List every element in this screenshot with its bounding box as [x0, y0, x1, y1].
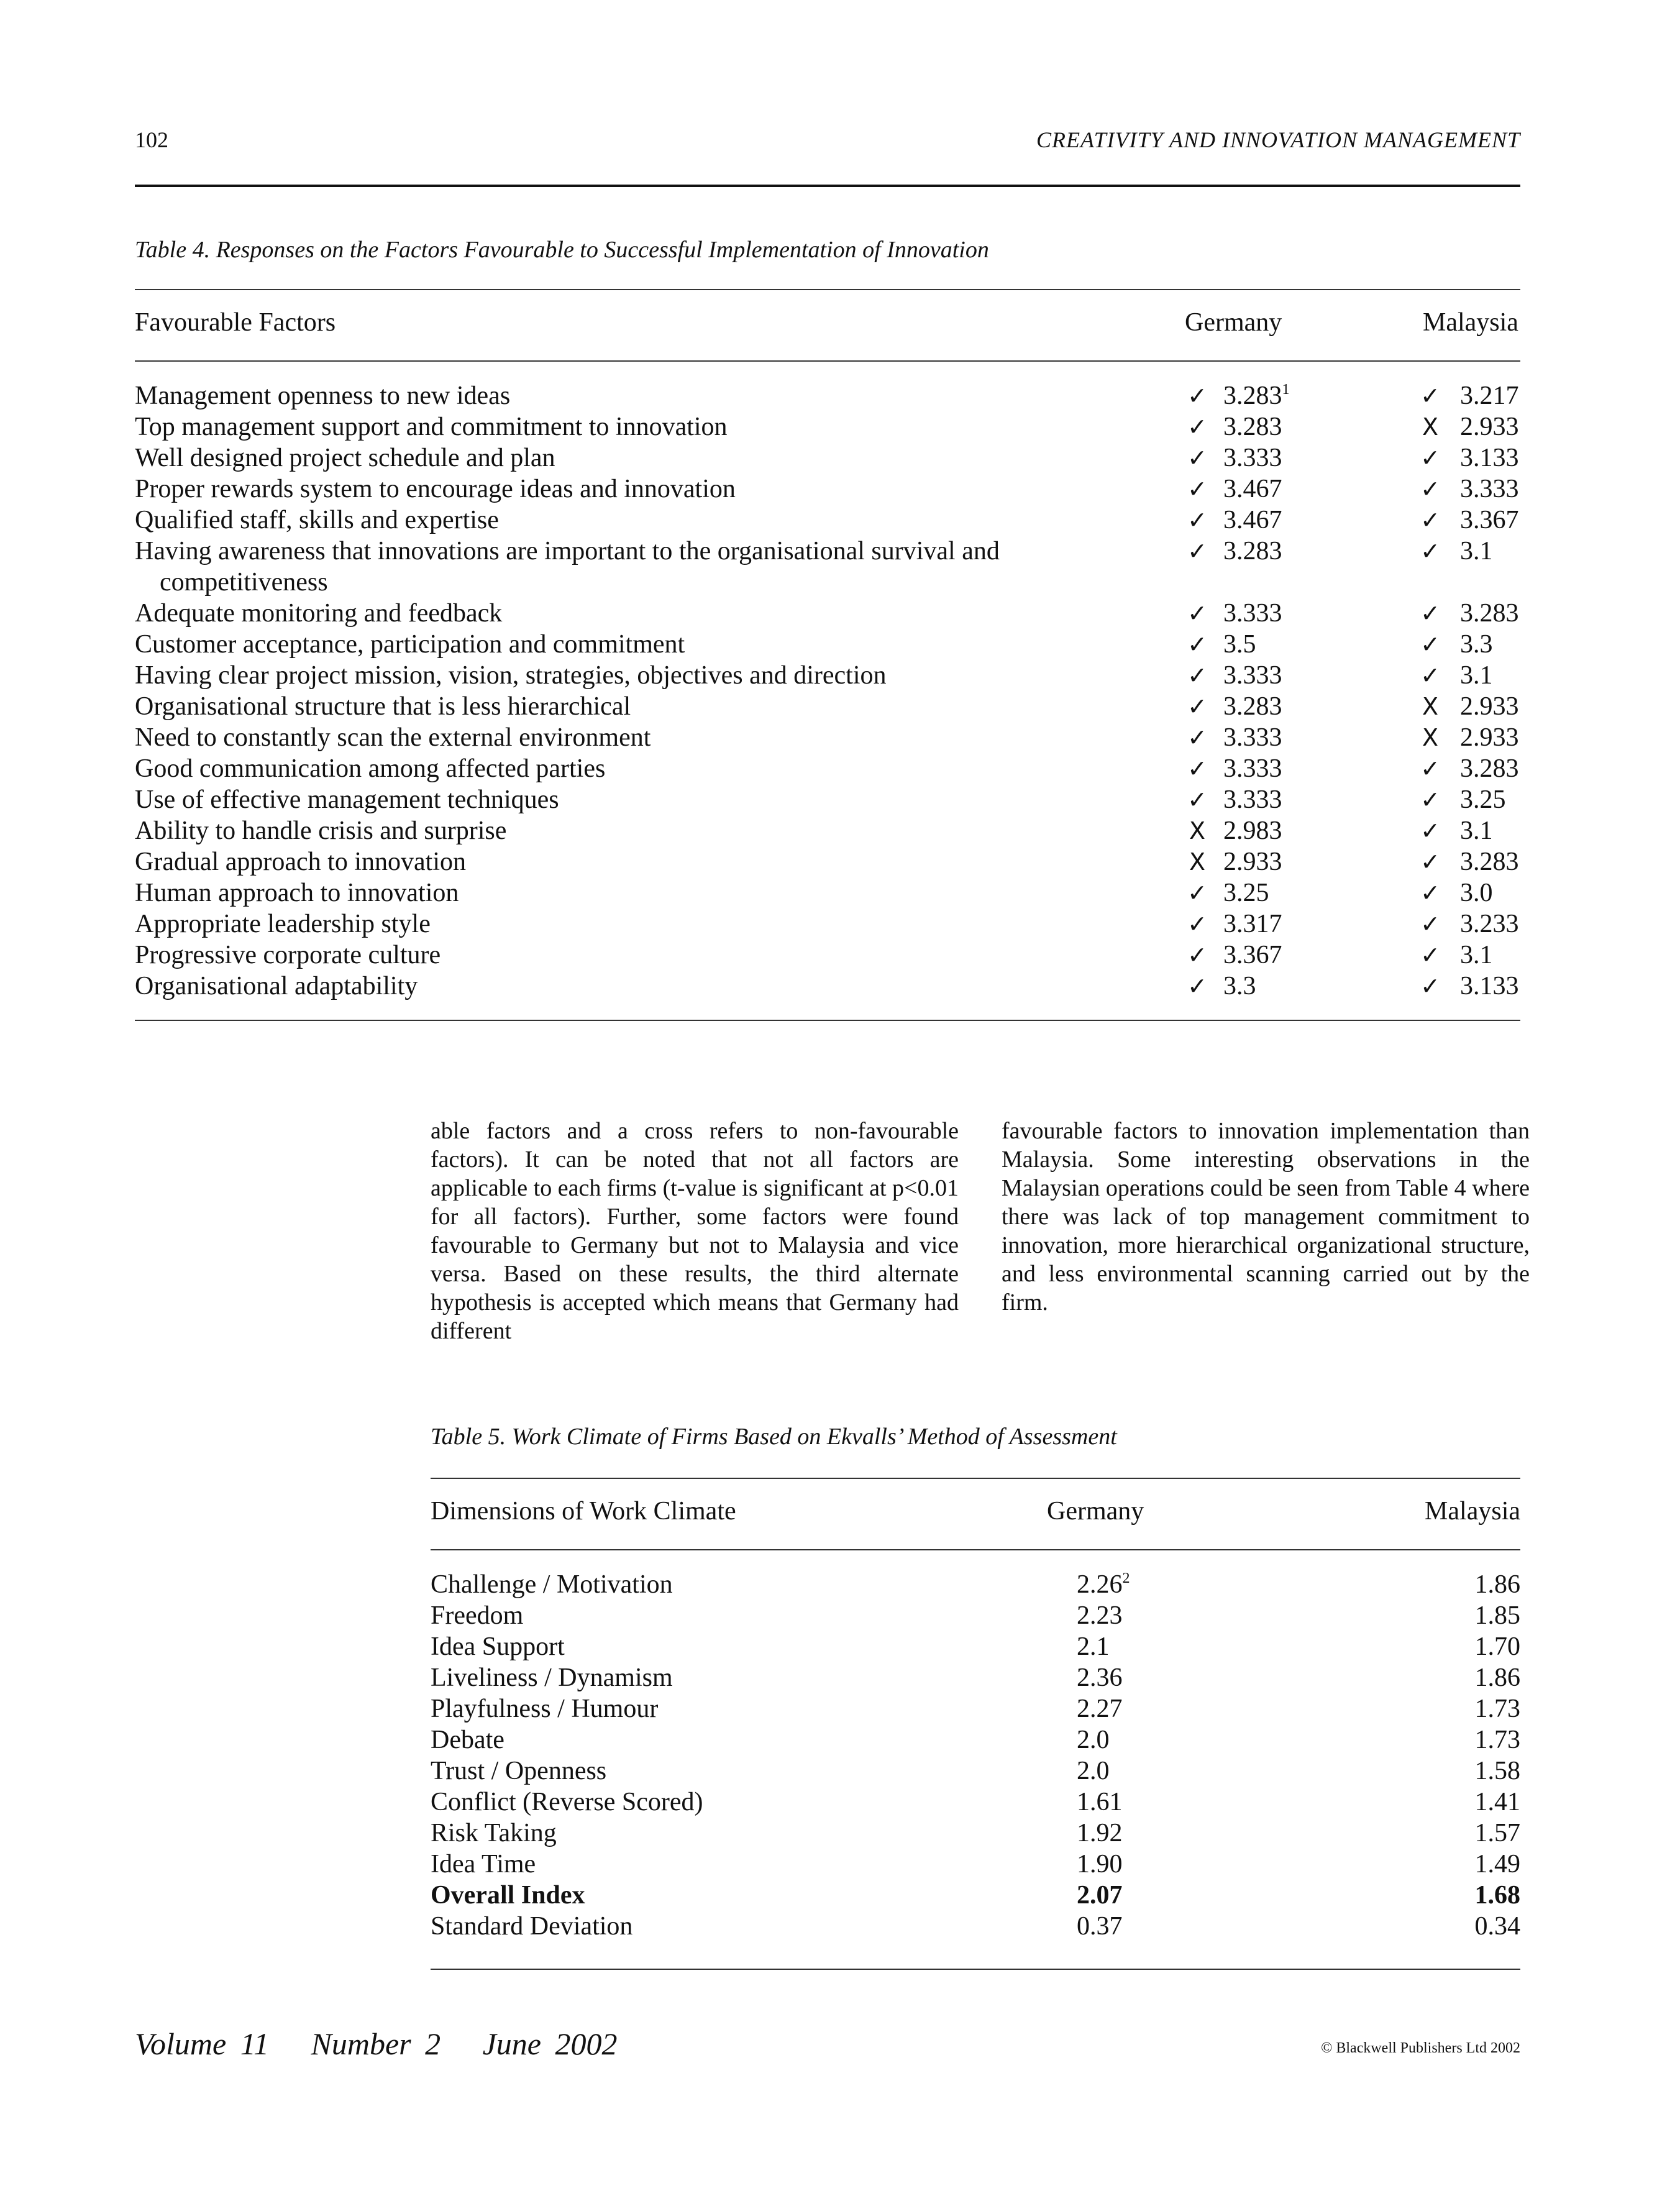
germany-value — [1223, 505, 1282, 536]
malaysia-value: 3.133 — [1460, 972, 1519, 1000]
table-row — [135, 877, 1520, 908]
malaysia-value: 3.233 — [1460, 910, 1519, 938]
germany-value-text: 1.92 — [1077, 1819, 1123, 1847]
germany-value — [1223, 971, 1256, 1002]
factor-cell: Gradual approach to innovation — [135, 848, 466, 876]
germany-value-text: 2.1 — [1077, 1632, 1110, 1661]
germany-value-text: 3.283 — [1223, 537, 1282, 565]
germany-mark: ✓ — [1187, 506, 1207, 534]
malaysia-value: 3.283 — [1460, 754, 1519, 783]
germany-value — [1223, 629, 1256, 660]
germany-value-text: 3.367 — [1223, 941, 1282, 969]
dimension-cell: Idea Support — [431, 1632, 565, 1661]
germany-value-text: 2.933 — [1223, 848, 1282, 876]
table-row — [135, 536, 1520, 598]
malaysia-mark: X — [1422, 724, 1439, 751]
germany-value-text: 3.3 — [1223, 972, 1256, 1000]
malaysia-value: 3.333 — [1460, 475, 1519, 503]
dimension-cell: Trust / Openness — [431, 1757, 607, 1785]
factor-cell: Having awareness that innovations are important to the organisational survival and competitiveness — [135, 537, 1000, 597]
factor-cell: Qualified staff, skills and expertise — [135, 506, 499, 534]
factor-cell: Organisational adaptability — [135, 972, 418, 1000]
table-row — [431, 1600, 1520, 1631]
malaysia-mark: ✓ — [1420, 879, 1440, 907]
germany-mark: ✓ — [1187, 631, 1207, 658]
germany-value — [1077, 1662, 1123, 1693]
malaysia-mark: ✓ — [1420, 662, 1440, 689]
factor-cell: Organisational structure that is less hierarchical — [135, 692, 631, 721]
footer-copyright: © Blackwell Publishers Ltd 2002 — [1321, 2040, 1520, 2056]
germany-mark: ✓ — [1187, 538, 1207, 565]
body-column-right: favourable factors to innovation implementation than Malaysia. Some interesting observations in the Malaysian operations could be seen from Table 4 where there was lack of top management commitment to innovation, more hierarchical organizational structure, and less environmental scanning carried out by the firm. — [1002, 1118, 1530, 1316]
table5-header-rule — [431, 1549, 1520, 1550]
germany-value — [1223, 598, 1282, 629]
table-row — [431, 1755, 1520, 1787]
table-row — [135, 691, 1520, 722]
germany-mark: X — [1189, 848, 1206, 876]
malaysia-value: 3.133 — [1460, 444, 1519, 472]
table-row — [135, 784, 1520, 815]
factor-cell: Progressive corporate culture — [135, 941, 441, 969]
malaysia-value: 3.25 — [1460, 785, 1506, 814]
table4-bottom-rule — [135, 1020, 1520, 1021]
germany-value — [1077, 1569, 1130, 1600]
malaysia-mark: X — [1422, 413, 1439, 441]
germany-value — [1077, 1911, 1123, 1942]
table-row — [135, 411, 1520, 442]
germany-value — [1223, 753, 1282, 784]
germany-value-text: 3.333 — [1223, 444, 1282, 472]
body-column-left: able factors and a cross refers to non-favourable factors). It can be noted that not all factors are applicable to each firms (t-value is significant at p<0.01 for all factors). Further, some factors were found favourable to Germany but not to Malaysia and vice versa. Based on these results, the third alternate hypothesis is accepted which means that Germany had different — [431, 1118, 959, 1344]
table-row — [431, 1569, 1520, 1600]
germany-value — [1223, 877, 1269, 908]
germany-value-text: 3.317 — [1223, 910, 1282, 938]
germany-mark: ✓ — [1187, 662, 1207, 689]
dimension-cell: Playfulness / Humour — [431, 1695, 659, 1723]
germany-mark: ✓ — [1187, 910, 1207, 938]
malaysia-value: 2.933 — [1460, 723, 1519, 752]
germany-value-text: 2.0 — [1077, 1757, 1110, 1785]
table-row — [135, 753, 1520, 784]
germany-value — [1223, 411, 1282, 442]
table-row — [431, 1880, 1520, 1911]
malaysia-value: 1.73 — [1474, 1695, 1520, 1723]
factor-cell: Well designed project schedule and plan — [135, 444, 555, 472]
germany-value — [1223, 380, 1290, 411]
germany-value — [1223, 815, 1282, 846]
germany-value-text: 3.5 — [1223, 630, 1256, 659]
footnote-marker: 1 — [1282, 382, 1290, 398]
dimension-cell: Challenge / Motivation — [431, 1570, 673, 1599]
germany-mark: ✓ — [1187, 972, 1207, 1000]
malaysia-mark: ✓ — [1420, 600, 1440, 627]
dimension-cell: Debate — [431, 1726, 504, 1754]
germany-value-text: 2.983 — [1223, 817, 1282, 845]
germany-mark: ✓ — [1187, 444, 1207, 472]
germany-value — [1077, 1755, 1110, 1787]
malaysia-mark: ✓ — [1420, 910, 1440, 938]
malaysia-value: 3.1 — [1460, 537, 1493, 565]
germany-value — [1077, 1787, 1123, 1818]
malaysia-value: 3.1 — [1460, 941, 1493, 969]
malaysia-value: 1.70 — [1474, 1632, 1520, 1661]
germany-value — [1077, 1631, 1110, 1662]
factor-cell: Customer acceptance, participation and commitment — [135, 630, 685, 659]
table-row — [135, 598, 1520, 629]
header-rule — [135, 185, 1520, 187]
footnote-marker: 2 — [1122, 1570, 1130, 1586]
table5-caption: Table 5. Work Climate of Firms Based on Ekvalls’ Method of Assessment — [431, 1424, 1117, 1450]
table-row — [135, 660, 1520, 691]
malaysia-value: 1.85 — [1474, 1601, 1520, 1630]
table-row — [135, 722, 1520, 753]
germany-value — [1077, 1849, 1123, 1880]
germany-value-text: 3.283 — [1223, 413, 1282, 441]
germany-mark: ✓ — [1187, 413, 1207, 441]
germany-value — [1223, 908, 1282, 940]
malaysia-value: 3.367 — [1460, 506, 1519, 534]
germany-value-text: 3.283 — [1223, 382, 1282, 410]
malaysia-value: 3.217 — [1460, 382, 1519, 410]
malaysia-mark: ✓ — [1420, 786, 1440, 813]
germany-mark: X — [1189, 817, 1206, 844]
table-row — [431, 1787, 1520, 1818]
germany-value — [1223, 846, 1282, 877]
table5-top-rule — [431, 1478, 1520, 1479]
germany-value-text: 3.467 — [1223, 506, 1282, 534]
germany-value — [1223, 442, 1282, 474]
factor-cell: Having clear project mission, vision, strategies, objectives and direction — [135, 661, 887, 690]
table5-bottom-rule — [431, 1969, 1520, 1970]
table4-header-malaysia: Malaysia — [1423, 308, 1518, 337]
malaysia-mark: ✓ — [1420, 538, 1440, 565]
factor-cell: Management openness to new ideas — [135, 382, 511, 410]
malaysia-mark: ✓ — [1420, 475, 1440, 503]
germany-value-text: 1.61 — [1077, 1788, 1123, 1816]
germany-value-text: 2.0 — [1077, 1726, 1110, 1754]
germany-mark: ✓ — [1187, 941, 1207, 969]
malaysia-mark: ✓ — [1420, 506, 1440, 534]
factor-cell: Human approach to innovation — [135, 879, 459, 907]
factor-cell: Good communication among affected parties — [135, 754, 606, 783]
malaysia-value: 1.41 — [1474, 1788, 1520, 1816]
table-row — [135, 380, 1520, 411]
malaysia-value: 3.0 — [1460, 879, 1493, 907]
dimension-cell: Idea Time — [431, 1850, 536, 1878]
table4-top-rule — [135, 289, 1520, 290]
germany-value — [1223, 722, 1282, 753]
malaysia-value: 1.86 — [1474, 1663, 1520, 1692]
table-row — [135, 474, 1520, 505]
table5-header-malaysia: Malaysia — [1425, 1497, 1520, 1526]
germany-mark: ✓ — [1187, 693, 1207, 720]
germany-value-text: 3.333 — [1223, 723, 1282, 752]
germany-value — [1223, 940, 1282, 971]
malaysia-mark: ✓ — [1420, 755, 1440, 782]
germany-value-text: 3.333 — [1223, 599, 1282, 628]
table-row — [135, 815, 1520, 846]
germany-value-text: 3.283 — [1223, 692, 1282, 721]
malaysia-value: 2.933 — [1460, 413, 1519, 441]
dimension-cell: Liveliness / Dynamism — [431, 1663, 673, 1692]
table-row — [431, 1693, 1520, 1724]
table4-caption: Table 4. Responses on the Factors Favourable to Successful Implementation of Innovation — [135, 237, 989, 263]
table-row — [431, 1724, 1520, 1755]
table-row — [135, 505, 1520, 536]
malaysia-value: 1.57 — [1474, 1819, 1520, 1847]
factor-cell: Top management support and commitment to innovation — [135, 413, 728, 441]
germany-mark: ✓ — [1187, 879, 1207, 907]
malaysia-mark: ✓ — [1420, 631, 1440, 658]
germany-value-text: 2.36 — [1077, 1663, 1123, 1692]
page-number: 102 — [135, 127, 168, 152]
malaysia-mark: ✓ — [1420, 972, 1440, 1000]
malaysia-value: 3.1 — [1460, 661, 1493, 690]
germany-value-text: 3.467 — [1223, 475, 1282, 503]
germany-value-text: 3.333 — [1223, 661, 1282, 690]
table-row — [431, 1849, 1520, 1880]
malaysia-value: 1.49 — [1474, 1850, 1520, 1878]
table-row — [431, 1631, 1520, 1662]
germany-mark: ✓ — [1187, 755, 1207, 782]
malaysia-value: 1.58 — [1474, 1757, 1520, 1785]
factor-cell: Adequate monitoring and feedback — [135, 599, 503, 628]
factor-cell: Proper rewards system to encourage ideas and innovation — [135, 475, 736, 503]
dimension-cell: Overall Index — [431, 1881, 585, 1910]
germany-value — [1223, 784, 1282, 815]
table4-header-rule — [135, 360, 1520, 362]
germany-value — [1077, 1880, 1123, 1911]
germany-value — [1223, 536, 1282, 567]
malaysia-mark: X — [1422, 693, 1439, 720]
malaysia-value: 2.933 — [1460, 692, 1519, 721]
germany-value-text: 3.333 — [1223, 785, 1282, 814]
footer-issue: Volume 11 Number 2 June 2002 — [135, 2026, 618, 2061]
germany-value — [1077, 1818, 1123, 1849]
malaysia-value: 1.73 — [1474, 1726, 1520, 1754]
table4-header-factor: Favourable Factors — [135, 308, 336, 337]
table4-body — [135, 380, 1520, 1002]
table5-header-dimension: Dimensions of Work Climate — [431, 1497, 736, 1526]
table-row — [135, 940, 1520, 971]
factor-cell: Ability to handle crisis and surprise — [135, 817, 507, 845]
table-row — [431, 1662, 1520, 1693]
germany-value-text: 2.27 — [1077, 1695, 1123, 1723]
malaysia-value: 3.283 — [1460, 848, 1519, 876]
malaysia-mark: ✓ — [1420, 848, 1440, 876]
table5-body — [431, 1569, 1520, 1942]
malaysia-value: 1.68 — [1474, 1881, 1520, 1910]
malaysia-value: 3.283 — [1460, 599, 1519, 628]
germany-mark: ✓ — [1187, 786, 1207, 813]
germany-value-text: 0.37 — [1077, 1912, 1123, 1941]
germany-mark: ✓ — [1187, 475, 1207, 503]
dimension-cell: Standard Deviation — [431, 1912, 633, 1941]
germany-value-text: 1.90 — [1077, 1850, 1123, 1878]
germany-value — [1223, 474, 1282, 505]
journal-title: CREATIVITY AND INNOVATION MANAGEMENT — [1036, 127, 1520, 152]
malaysia-mark: ✓ — [1420, 382, 1440, 410]
germany-value — [1223, 691, 1282, 722]
germany-value — [1077, 1693, 1123, 1724]
table-row — [135, 971, 1520, 1002]
factor-cell: Use of effective management techniques — [135, 785, 559, 814]
dimension-cell: Risk Taking — [431, 1819, 557, 1847]
dimension-cell: Conflict (Reverse Scored) — [431, 1788, 703, 1816]
germany-value-text: 2.26 — [1077, 1570, 1123, 1599]
germany-value-text: 3.333 — [1223, 754, 1282, 783]
malaysia-value: 1.86 — [1474, 1570, 1520, 1599]
malaysia-value: 3.1 — [1460, 817, 1493, 845]
germany-value — [1223, 660, 1282, 691]
table-row — [431, 1911, 1520, 1942]
germany-value-text: 2.07 — [1077, 1881, 1123, 1910]
germany-value-text: 2.23 — [1077, 1601, 1123, 1630]
malaysia-value: 3.3 — [1460, 630, 1493, 659]
germany-mark: ✓ — [1187, 382, 1207, 410]
table-row — [135, 846, 1520, 877]
germany-value — [1077, 1600, 1123, 1631]
germany-mark: ✓ — [1187, 600, 1207, 627]
germany-mark: ✓ — [1187, 724, 1207, 751]
malaysia-mark: ✓ — [1420, 817, 1440, 844]
germany-value — [1077, 1724, 1110, 1755]
table4-header-germany: Germany — [1185, 308, 1282, 337]
table-row — [135, 442, 1520, 474]
malaysia-mark: ✓ — [1420, 941, 1440, 969]
germany-value-text: 3.25 — [1223, 879, 1269, 907]
table-row — [135, 908, 1520, 940]
table-row — [135, 629, 1520, 660]
table-row — [431, 1818, 1520, 1849]
malaysia-value: 0.34 — [1474, 1912, 1520, 1941]
dimension-cell: Freedom — [431, 1601, 524, 1630]
factor-cell: Appropriate leadership style — [135, 910, 431, 938]
factor-cell: Need to constantly scan the external environment — [135, 723, 651, 752]
malaysia-mark: ✓ — [1420, 444, 1440, 472]
table5-header-germany: Germany — [1047, 1497, 1144, 1526]
